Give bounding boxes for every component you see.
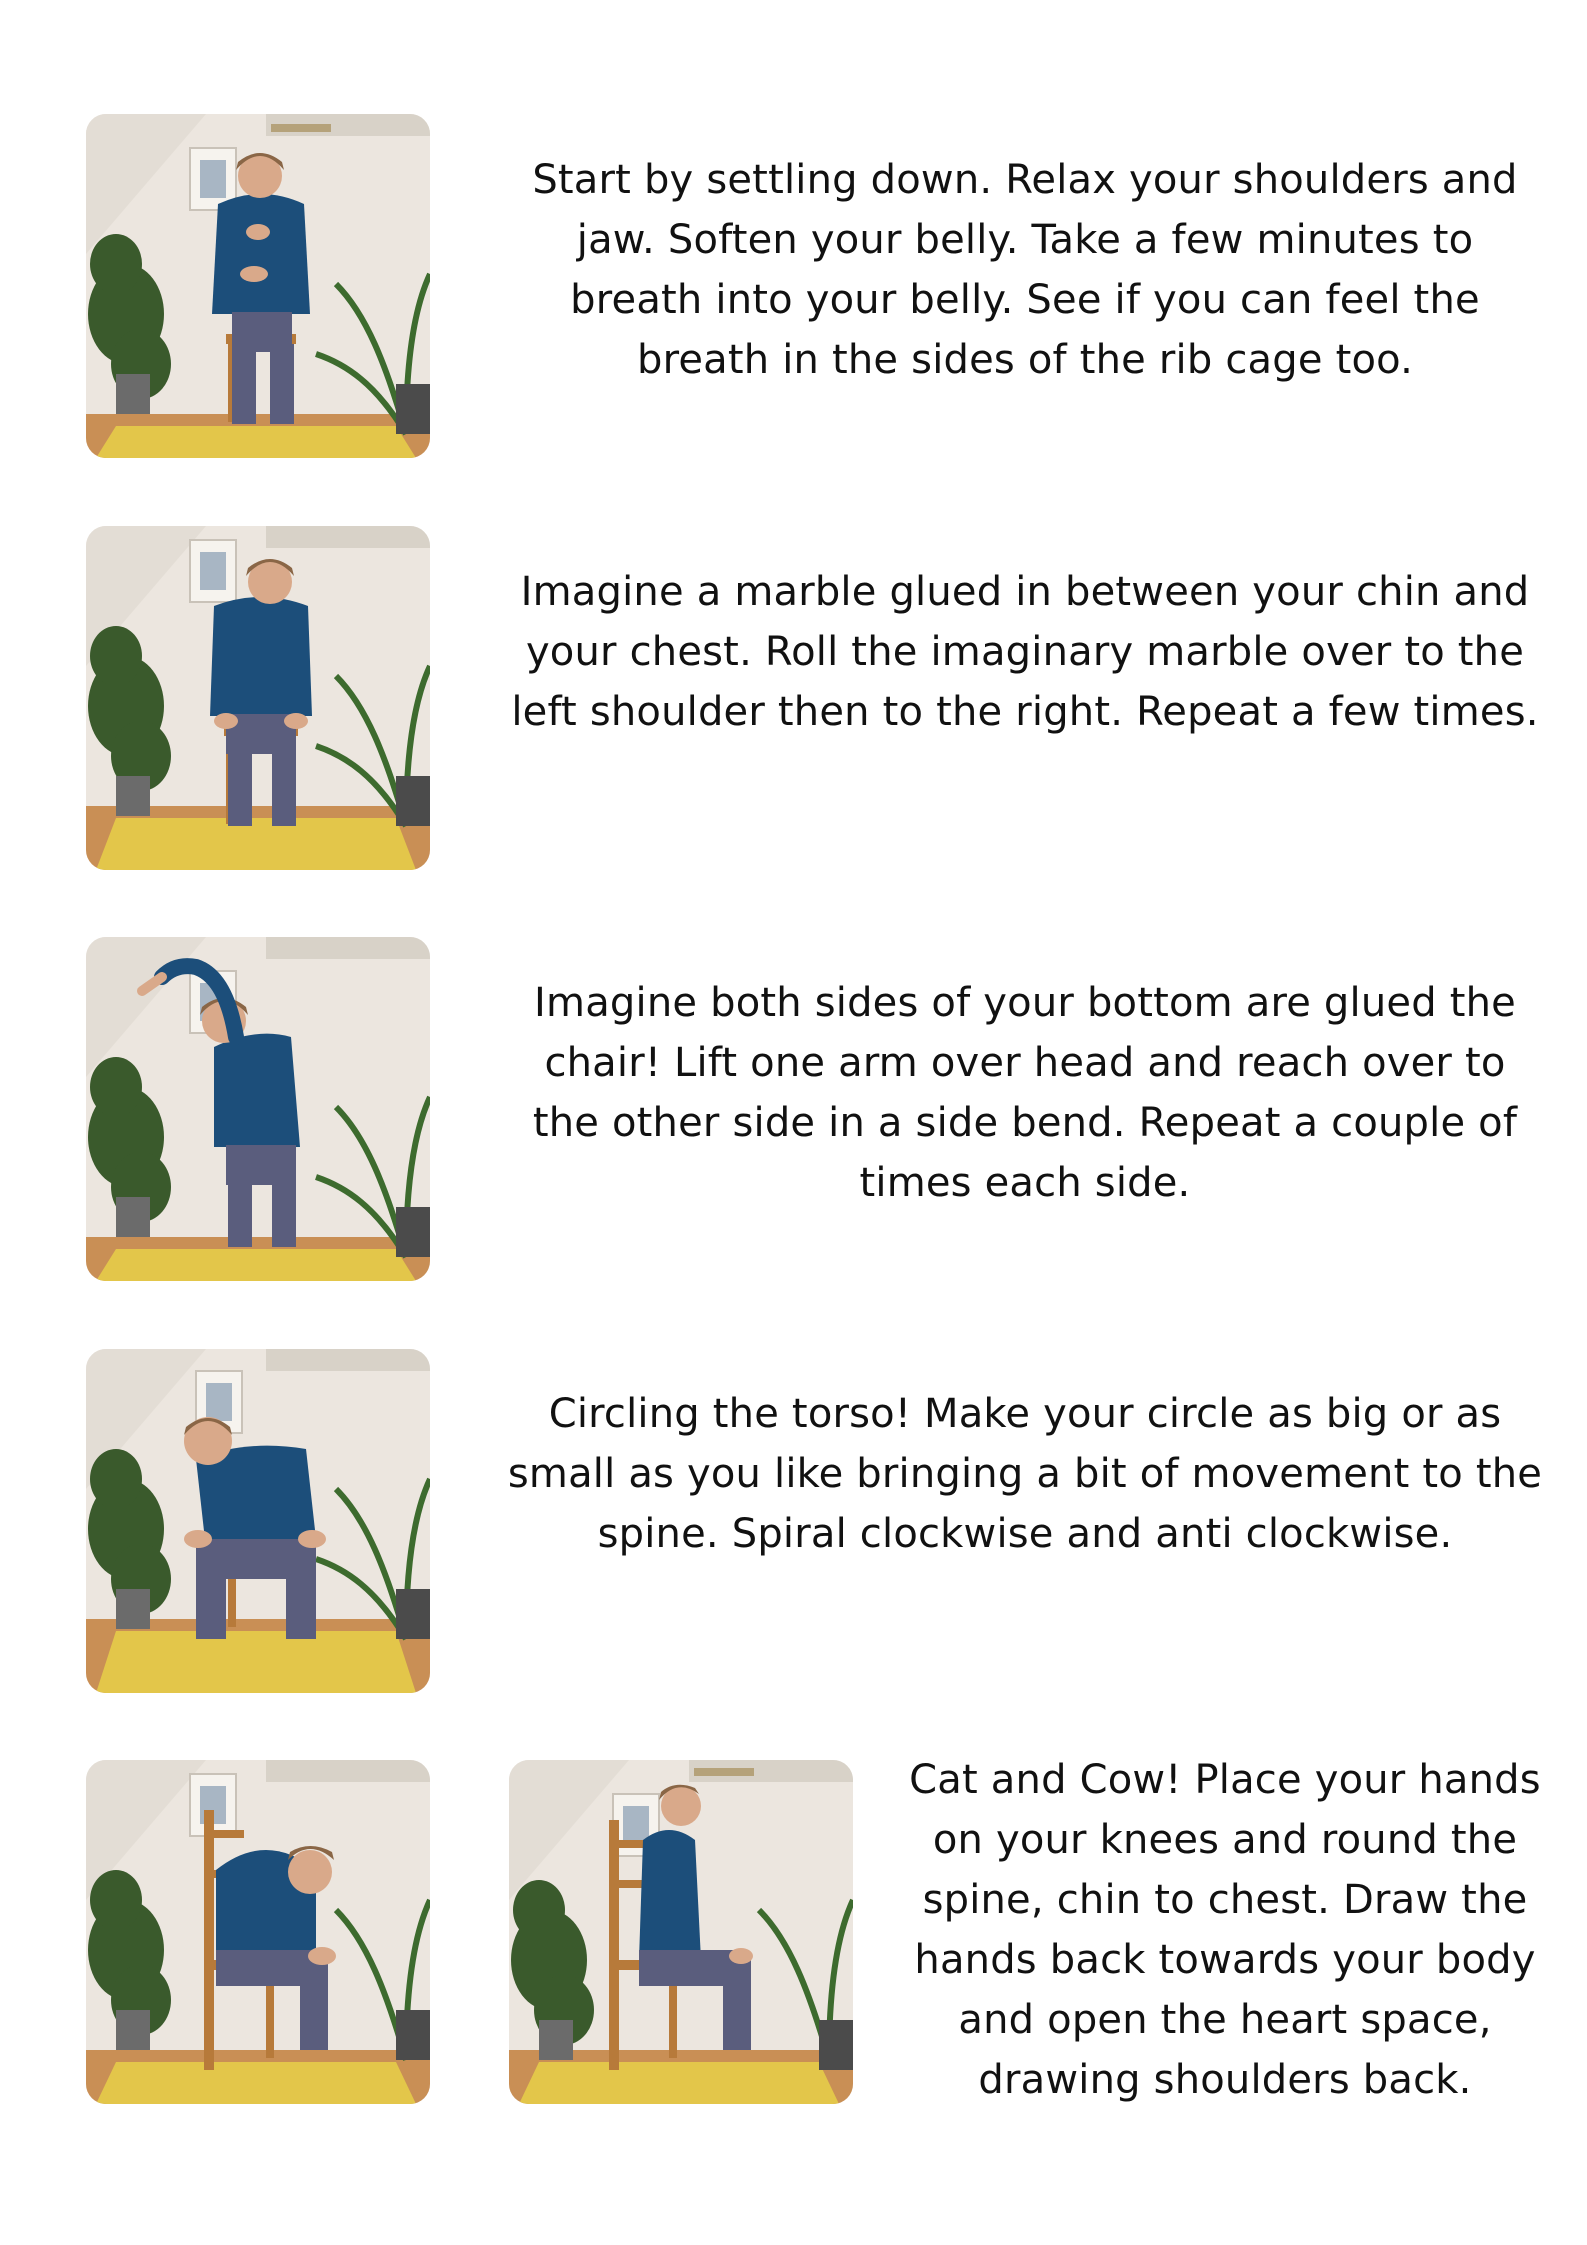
step-1-photo (86, 114, 430, 458)
step-1-caption: Start by settling down. Relax your shoulders and jaw. Soften your belly. Take a few minutes to breath into your belly. See if you can feel the breath in the sides of the rib cage too. (532, 157, 1518, 383)
step-3-caption: Imagine both sides of your bottom are glued the chair! Lift one arm over head and reach over to the other side in a side bend. Repeat a couple of times each side. (532, 980, 1518, 1206)
step-4-caption: Circling the torso! Make your circle as big or as small as you like bringing a bit of movement to the spine. Spiral clockwise and anti clockwise. (507, 1391, 1543, 1557)
step-2-photo (86, 526, 430, 870)
step-5-caption: Cat and Cow! Place your hands on your knees and round the spine, chin to chest. Draw the hands back towards your body and open the heart space, drawing shoulders back. (909, 1757, 1541, 2103)
step-2-caption: Imagine a marble glued in between your chin and your chest. Roll the imaginary marble over to the left shoulder then to the right. Repeat a few times. (511, 569, 1539, 735)
step-4-photo (86, 1349, 430, 1693)
step-5-cow-photo (509, 1760, 853, 2104)
step-5-cat-photo (86, 1760, 430, 2104)
step-3-photo (86, 937, 430, 1281)
